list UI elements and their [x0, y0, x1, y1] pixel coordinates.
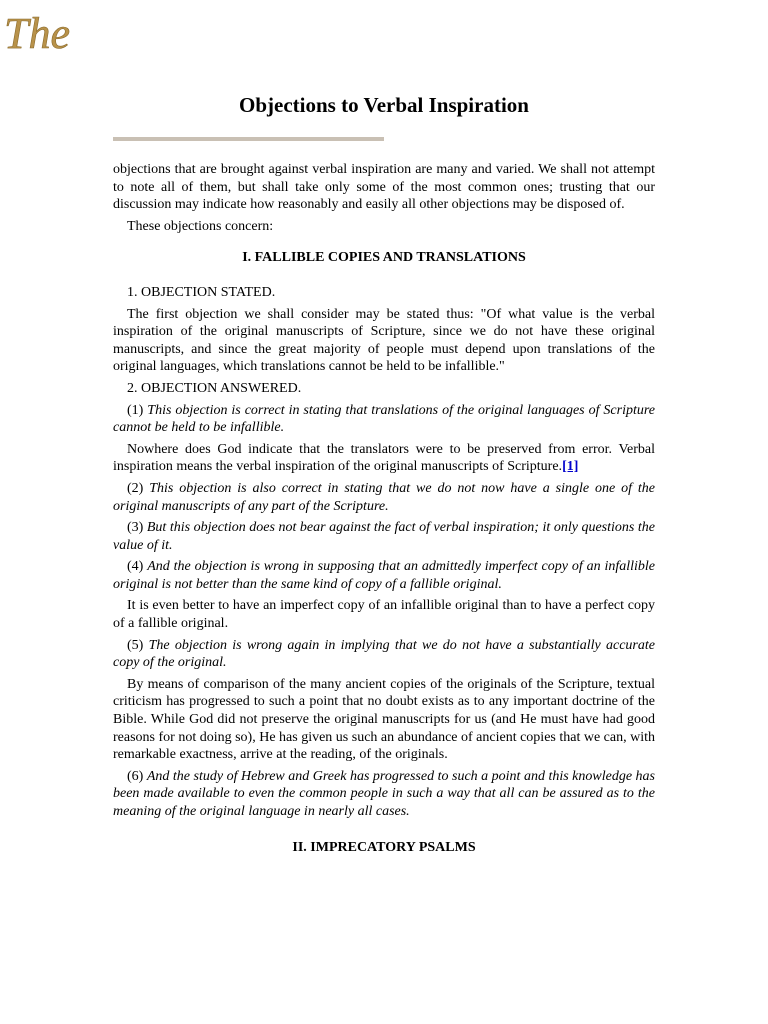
point-5-number: (5) — [127, 637, 149, 653]
footnote-link-1[interactable]: [1] — [562, 459, 579, 475]
objection-stated-label: 1. OBJECTION STATED. — [127, 284, 276, 300]
point-2-number: (2) — [127, 480, 150, 496]
the-logo — [2, 2, 86, 60]
point-5-text: The objection is wrong again in implying that we do not have a substantially accurate copy of the original. — [113, 637, 655, 671]
point-2 — [113, 480, 655, 515]
objection-stated-text: The first objection we shall consider may be stated thus: "Of what value is the verbal inspiration of the original manuscripts of Scripture, since we do not have these original manuscripts, and since the great majority of people must depend upon translations of the original languages, which translations cannot be held to be infallible." — [113, 306, 655, 375]
section-heading-fallible-copies: I. FALLIBLE COPIES AND TRANSLATIONS — [242, 250, 526, 266]
point-2-text: This objection is also correct in stating that we do not now have a single one of the original manuscripts of any part of the Scripture. — [113, 480, 655, 514]
point-6-number: (6) — [127, 768, 147, 784]
point-6 — [113, 768, 655, 821]
point-1-text: This objection is correct in stating that translations of the original languages of Scripture cannot be held to be infallible. — [113, 402, 655, 436]
objection-answered-label: 2. OBJECTION ANSWERED. — [127, 380, 302, 396]
logo-text: The — [4, 9, 70, 58]
point-4-number: (4) — [127, 559, 148, 575]
point-5 — [113, 637, 655, 672]
point-1-follow-text: Nowhere does God indicate that the translators were to be preserved from error. Verbal inspiration means the verbal inspiration of the original manuscripts of Scripture. — [113, 441, 655, 475]
point-4 — [113, 558, 655, 593]
point-4-text: And the objection is wrong in supposing that an admittedly imperfect copy of an infallible original is not better than the same kind of copy of a fallible original. — [113, 559, 655, 592]
point-1-number: (1) — [127, 402, 148, 418]
title-underline-divider — [113, 137, 384, 141]
point-4-follow: It is even better to have an imperfect copy of an infallible original than to have a perfect copy of a fallible original. — [113, 598, 655, 632]
intro-paragraph: objections that are brought against verbal inspiration are many and varied. We shall not attempt to note all of them, but shall take only some of the most common ones; trusting that our discussion may indicate how reasonably and easily all other objections may be disposed of. — [113, 162, 655, 213]
point-3-text: But this objection does not bear against the fact of verbal inspiration; it only questions the value of it. — [113, 520, 656, 553]
point-6-text: And the study of Hebrew and Greek has progressed to such a point and this knowledge has been made available to even the common people in such a way that all can be assured as to the meaning of the original language in nearly all cases. — [113, 768, 656, 819]
point-1 — [113, 402, 655, 437]
point-5-follow: By means of comparison of the many ancient copies of the originals of the Scripture, textual criticism has progressed to such a point that no doubt exists as to any important doctrine of the Bible. While God did not preserve the original manuscripts for us (and He must have had good reasons for not doing so), He has given us such an abundance of ancient copies that we can, with remarkable exactness, arrive at the reading, of the originals. — [113, 676, 655, 763]
section-heading-imprecatory-psalms: II. IMPRECATORY PSALMS — [292, 839, 476, 855]
point-1-follow — [113, 441, 655, 476]
page-title: Objections to Verbal Inspiration — [239, 93, 529, 117]
concern-paragraph: These objections concern: — [127, 218, 274, 234]
point-3-number: (3) — [127, 520, 147, 536]
article-body — [113, 161, 655, 873]
point-3 — [113, 519, 655, 554]
